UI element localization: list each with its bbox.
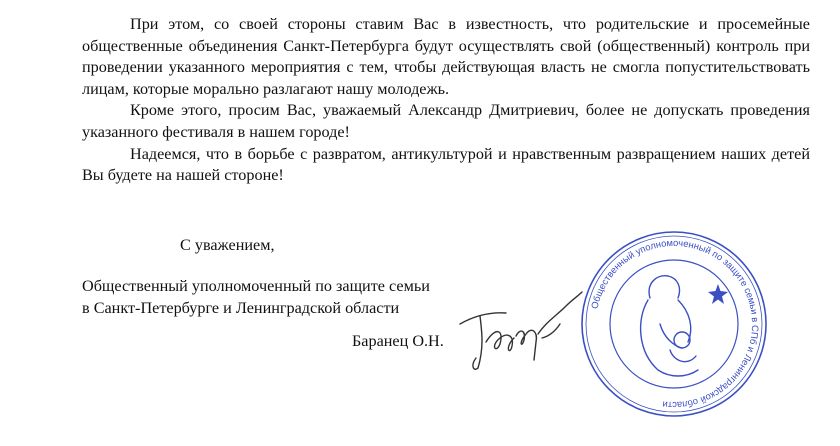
paragraph-request: Кроме этого, просим Вас, уважаемый Александр Дмитриевич, более не допускать проведения указанного фестиваля в нашем городе! <box>82 101 810 141</box>
signature-stroke <box>460 313 506 324</box>
star-icon <box>708 284 728 304</box>
signature-stroke <box>486 332 514 351</box>
signatory-name: Баранец О.Н. <box>352 332 444 350</box>
closing-phrase: С уважением, <box>180 236 275 254</box>
stamp-circular-text: Общественный уполномоченный по защите семьи в СПб и Ленинградской области <box>588 236 762 412</box>
handwritten-signature <box>456 286 586 376</box>
signatory-title-line2: в Санкт-Петербурге и Ленинградской области <box>82 298 400 317</box>
letter-body <box>82 14 810 187</box>
signature-stroke <box>473 316 482 369</box>
official-stamp <box>578 228 770 420</box>
signature-stroke <box>538 292 582 334</box>
paragraph-hope: Надеемся, что в борьбе с развратом, антикультурой и нравственным развращением наших детей Вы будете на нашей стороне! <box>82 144 810 185</box>
signatory-title <box>82 276 430 319</box>
family-emblem-icon <box>641 276 698 376</box>
signature-stroke <box>516 330 536 360</box>
signatory-title-line1: Общественный уполномоченный по защите семьи <box>82 277 430 295</box>
paragraph-control: При этом, со своей стороны ставим Вас в известность, что родительские и просемейные общественные объединения Санкт-Петербурга будут осуществлять свой (общественный) контроль при проведении указанного мероприятия с тем, чтобы действующая власть не смогла попустительствовать лицам, которые морально разлагают нашу молодежь. <box>82 15 810 98</box>
stamp-outer-ring-inner <box>586 236 762 412</box>
